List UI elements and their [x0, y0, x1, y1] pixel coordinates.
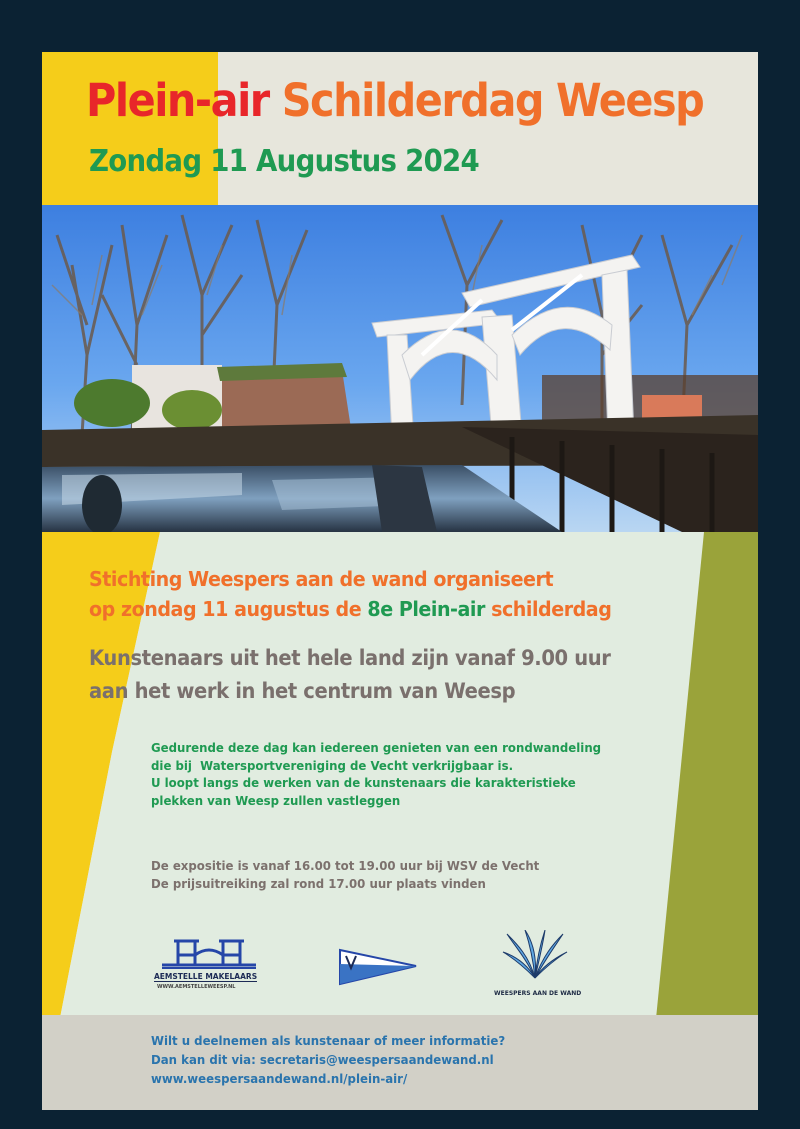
artists-line-2: aan het werk in het centrum van Weesp [89, 679, 516, 703]
walk-info-line: Gedurende deze dag kan iedereen genieten van een rondwandeling [151, 740, 602, 755]
weespers-name: WEESPERS AAN DE WAND [494, 990, 582, 997]
contact-website-link[interactable]: www.weespersaandewand.nl/plein-air/ [151, 1071, 408, 1086]
lead-line-2-highlight: 8e Plein-air [367, 597, 485, 621]
flower-icon [487, 930, 583, 982]
exhibition-info [151, 857, 539, 893]
title-schilderdag-weesp: Schilderdag Weesp [281, 74, 704, 127]
poster-title [86, 74, 703, 127]
walk-info-line: die bij Watersportvereniging de Vecht verkrijgbaar is. [151, 757, 514, 773]
lead-line-2-prefix: op zondag 11 augustus de [89, 597, 368, 621]
lead-line-2 [89, 594, 611, 624]
exhibition-info-line: De prijsuitreiking zal rond 17.00 uur plaats vinden [151, 876, 486, 891]
walk-info [151, 739, 601, 809]
title-plein-air: Plein-air [86, 74, 269, 127]
bridge-icon [154, 937, 264, 973]
artists-text [89, 642, 611, 708]
contact-email[interactable]: Dan kan dit via: secretaris@weespersaandewand.nl [151, 1052, 494, 1067]
aemstelle-makelaars-logo [154, 937, 264, 999]
pennant-flag-icon [338, 948, 420, 988]
aemstelle-name: AEMSTELLE MAKELAARS [154, 972, 258, 981]
exhibition-info-line: De expositie is vanaf 16.00 tot 19.00 uur bij WSV de Vecht [151, 858, 540, 873]
lead-line-1: Stichting Weespers aan de wand organiseert [89, 567, 554, 591]
contact-info [151, 1031, 505, 1088]
walk-info-line: plekken van Weesp zullen vastleggen [151, 792, 401, 808]
walk-info-line: U loopt langs de werken van de kunstenaars die karakteristieke [151, 775, 576, 790]
aemstelle-url: WWW.AEMSTELLEWEESP.NL [157, 984, 236, 990]
contact-question: Wilt u deelnemen als kunstenaar of meer informatie? [151, 1033, 506, 1048]
artists-line-1: Kunstenaars uit het hele land zijn vanaf 9.00 uur [89, 646, 611, 670]
lead-line-2-suffix: schilderdag [484, 597, 612, 621]
weespers-aan-de-wand-logo [487, 930, 583, 1002]
lead-text [89, 564, 611, 624]
poster [42, 52, 758, 1110]
event-date: Zondag 11 Augustus 2024 [89, 144, 480, 179]
drawbridge-painting [42, 205, 758, 532]
